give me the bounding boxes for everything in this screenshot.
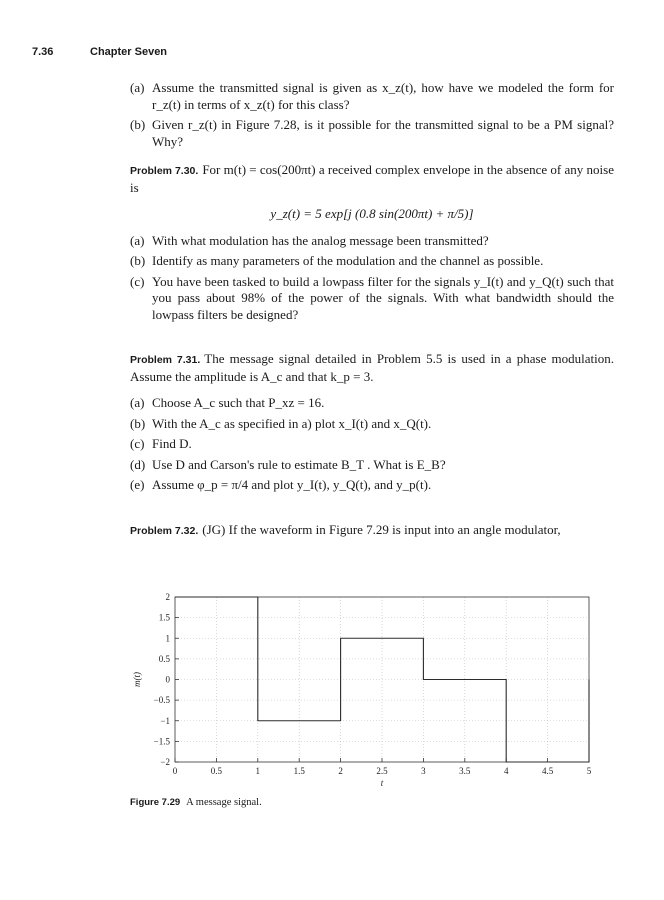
item-text: Find D.: [152, 436, 192, 451]
problem-statement: [130, 522, 614, 540]
item-text: Given r_z(t) in Figure 7.28, is it possible for the transmitted signal to be a PM signal? Why?: [152, 117, 614, 149]
item-text: You have been tasked to build a lowpass filter for the signals y_I(t) and y_Q(t) such that you pass about 98% of the power of the signals. With what bandwidth should the lowpass filters be designed?: [152, 273, 614, 322]
item-b: [130, 117, 614, 150]
y-axis-label: m(t): [132, 672, 142, 687]
problem-title: Problem 7.30.: [130, 165, 199, 177]
problem-7-32: [130, 522, 614, 540]
figure-caption: [130, 797, 262, 808]
item-e: [130, 477, 614, 494]
item-text: Identify as many parameters of the modulation and the channel as possible.: [152, 253, 544, 268]
y-tick-label: 2: [165, 592, 170, 602]
previous-problem-items: [130, 80, 614, 150]
problem-7-30: [130, 162, 614, 323]
item-c: [130, 436, 614, 453]
problem-title: Problem 7.31.: [130, 354, 201, 366]
item-b: [130, 253, 614, 270]
y-tick-label: 1: [165, 633, 170, 644]
problem-text: (JG) If the waveform in Figure 7.29 is input into an angle modulator,: [202, 522, 561, 537]
x-tick-label: 2.5: [376, 766, 388, 776]
item-b: [130, 416, 614, 433]
item-label: (c): [130, 273, 145, 289]
item-label: (b): [130, 415, 146, 431]
chapter-title: Chapter Seven: [90, 46, 168, 58]
x-tick-label: 4: [503, 766, 509, 776]
problem-statement: [130, 162, 614, 196]
x-tick-label: 2: [338, 766, 343, 776]
item-label: (e): [130, 477, 145, 492]
x-tick-label: 1: [255, 766, 261, 776]
item-text: With the A_c as specified in a) plot x_I(t) and x_Q(t).: [152, 415, 432, 431]
item-d: [130, 457, 614, 474]
y-tick-label: 0: [165, 674, 170, 685]
item-c: [130, 274, 614, 324]
x-tick-label: 1.5: [293, 766, 305, 776]
x-tick-label: 4.5: [541, 766, 554, 776]
message-signal-chart: [120, 582, 610, 794]
item-a: [130, 395, 614, 412]
y-tick-label: 1.5: [158, 612, 170, 623]
item-label: (a): [130, 232, 145, 248]
item-label: (d): [130, 456, 146, 472]
item-text: Choose A_c such that P_xz = 16.: [152, 395, 325, 410]
item-text: Assume the transmitted signal is given as x_z(t), how have we modeled the form for r_z(t) in terms of x_z(t) for this class?: [152, 80, 614, 112]
item-label: (b): [130, 117, 146, 132]
page-header: [32, 46, 167, 58]
x-tick-label: 5: [586, 766, 592, 776]
problem-text: The message signal detailed in Problem 5.5 is used in a phase modulation. Assume the amplitude is A_c and that k_p = 3.: [130, 351, 615, 384]
x-tick-label: 3.5: [459, 766, 471, 776]
x-axis-label: t: [380, 778, 384, 788]
item-text: With what modulation has the analog message been transmitted?: [152, 232, 489, 248]
problem-text: For m(t) = cos(200πt) a received complex envelope in the absence of any noise is: [130, 162, 614, 195]
item-text: Use D and Carson's rule to estimate B_T . What is E_B?: [152, 456, 446, 472]
x-tick-label: 0: [172, 766, 178, 776]
problem-statement: [130, 351, 614, 385]
y-tick-label: −1.5: [153, 736, 170, 747]
item-a: [130, 233, 614, 250]
x-tick-label: 3: [421, 766, 426, 776]
item-a: [130, 80, 614, 113]
item-text: Assume φ_p = π/4 and plot y_I(t), y_Q(t), and y_p(t).: [152, 477, 432, 492]
x-tick-label: 0.5: [210, 766, 223, 776]
problem-title: Problem 7.32.: [130, 525, 199, 537]
page-number: 7.36: [32, 46, 54, 58]
y-tick-label: −2: [160, 757, 170, 767]
figure-number: Figure 7.29: [130, 797, 181, 808]
y-tick-label: 0.5: [158, 653, 170, 664]
problem-equation: y_z(t) = 5 exp[j (0.8 sin(200πt) + π/5)]: [270, 206, 474, 221]
item-label: (b): [130, 253, 146, 268]
item-label: (a): [130, 395, 145, 410]
y-tick-label: −0.5: [153, 695, 170, 706]
item-label: (a): [130, 80, 145, 95]
y-tick-label: −1: [160, 715, 170, 726]
problem-7-31: [130, 351, 614, 494]
figure-caption-text: A message signal.: [186, 797, 262, 808]
item-label: (c): [130, 436, 145, 451]
